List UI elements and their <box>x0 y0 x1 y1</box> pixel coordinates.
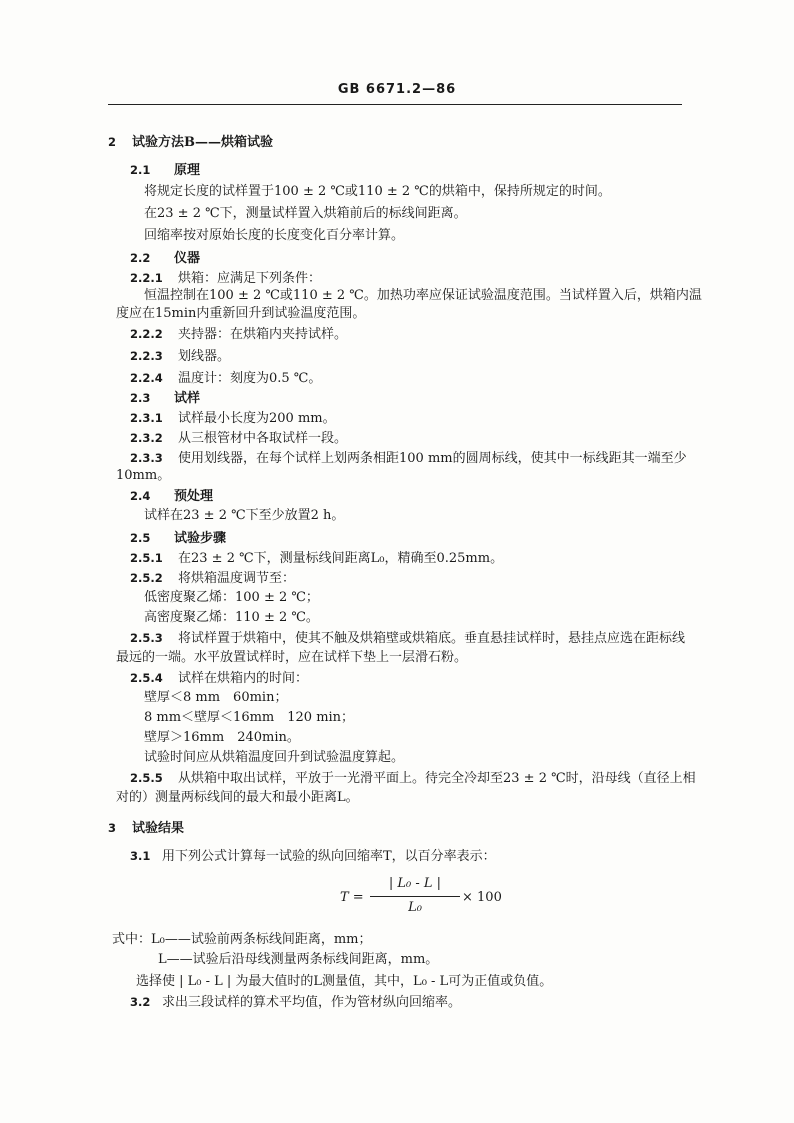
subsection-heading: 2.5 试验步骤 <box>130 531 227 546</box>
formula-denominator: L₀ <box>408 900 422 915</box>
paragraph-line: 试样在23 ± 2 ℃下至少放置2 h。 <box>144 508 345 523</box>
paragraph-line: 恒温控制在100 ± 2 ℃或110 ± 2 ℃。加热功率应保证试验温度范围。当试样置入后，烘箱内温 <box>144 288 702 303</box>
header-rule <box>108 104 682 105</box>
clause-line: 3.1 用下列公式计算每一试验的纵向回缩率T，以百分率表示： <box>130 849 496 864</box>
formula-tail: × 100 <box>462 890 502 905</box>
fraction-bar <box>370 896 460 897</box>
paragraph-line: 壁厚＞16mm 240min。 <box>144 730 300 745</box>
shrinkage-formula <box>340 876 540 920</box>
clause-line: 2.3.1 试样最小长度为200 mm。 <box>130 411 336 426</box>
standard-code: GB 6671.2—86 <box>337 82 457 97</box>
paragraph-line: 回缩率按对原始长度的长度变化百分率计算。 <box>144 228 405 243</box>
subsection-heading: 2.1 原理 <box>130 163 201 178</box>
section-heading: 2 试验方法B——烘箱试验 <box>108 135 273 150</box>
formula-lhs: T = <box>340 890 364 905</box>
clause-line: 2.3.2 从三根管材中各取试样一段。 <box>130 431 348 446</box>
clause-line: 2.5.2 将烘箱温度调节至： <box>130 571 296 586</box>
subsection-heading: 2.4 预处理 <box>130 489 214 504</box>
paragraph-line: 10mm。 <box>116 468 171 483</box>
paragraph-line: 低密度聚乙烯：100 ± 2 ℃； <box>144 590 319 605</box>
clause-line: 2.2.1 烘箱：应满足下列条件： <box>130 271 322 286</box>
paragraph-line: 选择使 | L₀ - L | 为最大值时的L测量值，其中，L₀ - L可为正值或负值。 <box>136 974 553 989</box>
paragraph-line: 高密度聚乙烯：110 ± 2 ℃。 <box>144 610 319 625</box>
paragraph-line: 8 mm＜壁厚＜16mm 120 min； <box>144 710 355 725</box>
paragraph-line: 将规定长度的试样置于100 ± 2 ℃或110 ± 2 ℃的烘箱中，保持所规定的时间。 <box>144 184 611 199</box>
paragraph-line: 在23 ± 2 ℃下，测量试样置入烘箱前后的标线间距离。 <box>144 206 467 221</box>
paragraph-line: 对的）测量两标线间的最大和最小距离L。 <box>116 790 359 805</box>
subsection-heading: 2.2 仪器 <box>130 251 201 266</box>
paragraph-line: 试验时间应从烘箱温度回升到试验温度算起。 <box>144 750 405 765</box>
clause-line: 2.5.1 在23 ± 2 ℃下，测量标线间距离L₀，精确至0.25mm。 <box>130 551 504 566</box>
paragraph-line: 壁厚＜8 mm 60min； <box>144 690 288 705</box>
clause-line: 2.5.5 从烘箱中取出试样，平放于一光滑平面上。待完全冷却至23 ± 2 ℃时，沿母线（直径上相 <box>130 771 696 786</box>
clause-line: 2.5.3 将试样置于烘箱中，使其不触及烘箱壁或烘箱底。垂直悬挂试样时，悬挂点应选在距标线 <box>130 631 686 646</box>
clause-line: 2.3.3 使用划线器，在每个试样上划两条相距100 mm的圆周标线，使其中一标线距其一端至少 <box>130 451 687 466</box>
paragraph-line: 式中：L₀——试验前两条标线间距离，mm； <box>112 932 372 947</box>
clause-line: 2.5.4 试样在烘箱内的时间： <box>130 671 309 686</box>
paragraph-line: 最远的一端。水平放置试样时，应在试样下垫上一层滑石粉。 <box>116 650 468 665</box>
clause-line: 2.2.4 温度计：刻度为0.5 ℃。 <box>130 371 322 386</box>
clause-line: 3.2 求出三段试样的算术平均值，作为管材纵向回缩率。 <box>130 995 462 1010</box>
paragraph-line: 度应在15min内重新回升到试验温度范围。 <box>116 306 366 321</box>
formula-numerator: | L₀ - L | <box>388 876 442 891</box>
paragraph-line: L——试验后沿母线测量两条标线间距离，mm。 <box>158 952 439 967</box>
subsection-heading: 2.3 试样 <box>130 391 201 406</box>
clause-line: 2.2.2 夹持器：在烘箱内夹持试样。 <box>130 327 348 342</box>
section-heading: 3 试验结果 <box>108 821 185 836</box>
clause-line: 2.2.3 划线器。 <box>130 349 231 364</box>
